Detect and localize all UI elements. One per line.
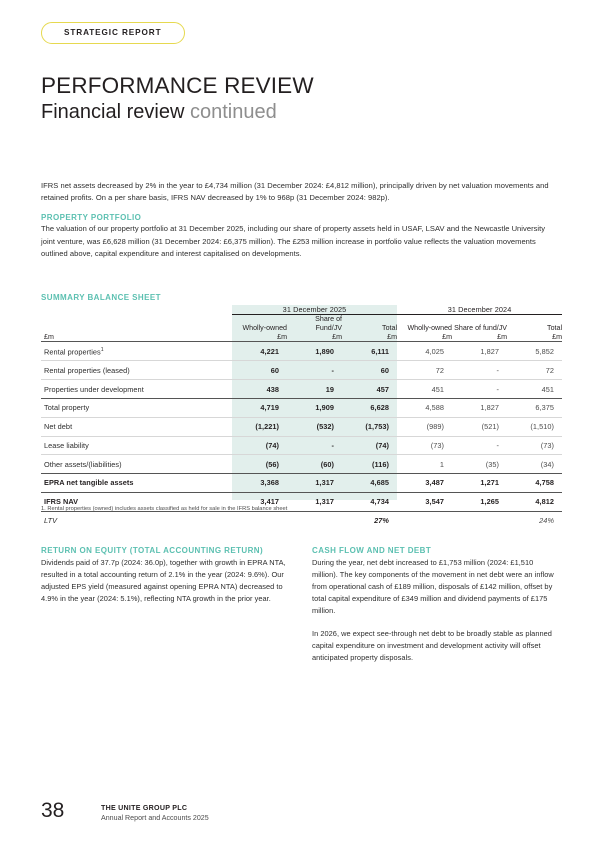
table-row <box>41 342 562 361</box>
table-row <box>41 474 562 493</box>
page-subtitle-continued: continued <box>189 101 277 124</box>
cell-2024-total: 24% <box>539 516 555 526</box>
unit-2025-total: £m <box>342 333 397 342</box>
cell-2025-wholly: 3,417 <box>232 492 287 511</box>
cell-2024-share: - <box>452 436 507 455</box>
row-label <box>41 342 232 361</box>
intro-paragraph-2: The valuation of our property portfolio at 31 December 2025, including our share of property assets held in USAF, LSAV and the Newcastle University joint venture, was £6,628 million (31 December 2024: £6,375 million). The £253 million increase in portfolio value reflects the valuation movements outlined above, capital expenditure and interest capitalised on developments. <box>41 224 546 258</box>
cell-2024-share <box>452 511 507 529</box>
summary-balance-sheet-table <box>41 305 562 529</box>
cell-2024-share: 1,827 <box>452 342 507 361</box>
cell-2024-wholly: 451 <box>397 380 452 399</box>
summary-balance-sheet-heading: SUMMARY BALANCE SHEET <box>41 293 161 302</box>
cell-2025-share: 19 <box>287 380 342 399</box>
footer-text <box>101 800 209 824</box>
strategic-report-badge: STRATEGIC REPORT <box>41 22 185 44</box>
cell-2025-share: - <box>287 361 342 380</box>
cell-2025-share: (60) <box>287 455 342 474</box>
cell-2024-share: 1,271 <box>452 474 507 493</box>
table-sub-header-row <box>41 315 562 334</box>
sub-header-2024-total: Total <box>547 324 563 333</box>
unit-2025-wholly-owned: £m <box>232 333 287 342</box>
table-row <box>41 417 562 436</box>
cell-2024-wholly: 3,547 <box>397 492 452 511</box>
return-on-equity-heading: RETURN ON EQUITY (TOTAL ACCOUNTING RETURN) <box>41 546 264 555</box>
cell-2025-wholly: (74) <box>232 436 287 455</box>
cell-2025-wholly: 438 <box>232 380 287 399</box>
summary-balance-sheet-table-zone <box>41 305 563 529</box>
sub-header-2025-total: Total <box>382 324 398 333</box>
cell-2025-total: (1,753) <box>342 417 397 436</box>
cell-2024-share: 1,827 <box>452 398 507 417</box>
unit-2025-share: £m <box>287 333 342 342</box>
cell-2025-wholly: (56) <box>232 455 287 474</box>
group-header-2025: 31 December 2025 <box>232 305 397 315</box>
cell-2025-wholly: 4,719 <box>232 398 287 417</box>
cell-2024-share: 1,265 <box>452 492 507 511</box>
intro-paragraph-1: IFRS net assets decreased by 2% in the year to £4,734 million (31 December 2024: £4,812 million), principally driven by net valuation movements and retained profits. On a per share basis, IFRS NAV decreased by 1% to 968p (31 December 2024: 982p). <box>41 181 549 203</box>
cell-2025-share <box>287 511 342 529</box>
page-subtitle <box>41 100 314 124</box>
cash-flow-paragraph-2: In 2026, we expect see-through net debt to be broadly stable as planned capital expenditure on investment and development activity will offset anticipated property disposals. <box>312 628 552 662</box>
summary-balance-sheet-body <box>41 342 562 530</box>
unit-2024-wholly-owned: £m <box>397 333 452 342</box>
page-footer <box>41 800 209 824</box>
page-title-block <box>41 73 314 124</box>
cell-2025-total: 457 <box>342 380 397 399</box>
row-label: Total property <box>41 398 232 417</box>
return-on-equity-column <box>41 546 289 664</box>
unit-2024-total: £m <box>507 333 562 342</box>
unit-2024-share: £m <box>452 333 507 342</box>
cell-2024-share: - <box>452 380 507 399</box>
return-on-equity-paragraph: Dividends paid of 37.7p (2024: 36.0p), together with growth in EPRA NTA, resulted in a total accounting return of 2.1% in the year (2024: 9.6%). Our adjusted EPS yield (measured against opening EPRA NTA) decreased to 4.9% in the year (2024: 5.1%), reflecting NTA growth in the prior year. <box>41 558 286 603</box>
cell-2025-wholly: 4,221 <box>232 342 287 361</box>
cell-2025-total: 6,628 <box>342 398 397 417</box>
cell-2024-wholly: 1 <box>397 455 452 474</box>
row-label: LTV <box>44 516 58 526</box>
sub-header-2024-share-of-fund-jv: Share of fund/JV <box>454 324 508 333</box>
property-portfolio-heading: PROPERTY PORTFOLIO <box>41 213 142 223</box>
cell-2024-wholly: 4,588 <box>397 398 452 417</box>
table-row <box>41 398 562 417</box>
sub-header-2025-share-of-fund-jv: Share of Fund/JV <box>315 315 342 333</box>
cell-2025-wholly: (1,221) <box>232 417 287 436</box>
cell-2024-share: (35) <box>452 455 507 474</box>
cell-2025-share: 1,909 <box>287 398 342 417</box>
cell-2025-total: 6,111 <box>342 342 397 361</box>
cell-2024-total: (1,510) <box>507 417 562 436</box>
cell-2025-total: 4,734 <box>342 492 397 511</box>
cell-2024-total: 4,812 <box>507 492 562 511</box>
sub-header-2024-wholly-owned: Wholly-owned <box>407 324 453 333</box>
cell-2025-share: (532) <box>287 417 342 436</box>
cell-2024-wholly: 72 <box>397 361 452 380</box>
cell-2024-total: 6,375 <box>507 398 562 417</box>
cell-2024-total: (73) <box>507 436 562 455</box>
cell-2025-total: 27% <box>374 516 390 526</box>
table-row <box>41 492 562 511</box>
row-label: Net debt <box>41 417 232 436</box>
row-label-text: Rental properties <box>44 346 101 356</box>
cell-2025-share: 1,890 <box>287 342 342 361</box>
page-title: PERFORMANCE REVIEW <box>41 73 314 98</box>
cell-2024-wholly: 3,487 <box>397 474 452 493</box>
row-label: Properties under development <box>41 380 232 399</box>
cell-2025-wholly: 3,368 <box>232 474 287 493</box>
cell-2025-total: 60 <box>342 361 397 380</box>
bottom-columns <box>41 546 560 664</box>
cell-2024-total: 5,852 <box>507 342 562 361</box>
cell-2024-share: (521) <box>452 417 507 436</box>
cell-2025-wholly: 60 <box>232 361 287 380</box>
table-unit-row <box>41 333 562 342</box>
cell-2024-total: (34) <box>507 455 562 474</box>
cell-2024-total: 4,758 <box>507 474 562 493</box>
page-subtitle-bold: Financial review <box>41 101 185 124</box>
cell-2024-wholly: 4,025 <box>397 342 452 361</box>
cell-2024-wholly <box>397 511 452 529</box>
table-row <box>41 361 562 380</box>
cell-2025-share: 1,317 <box>287 474 342 493</box>
cell-2025-share: - <box>287 436 342 455</box>
cell-2024-share: - <box>452 361 507 380</box>
cell-2024-wholly: (73) <box>397 436 452 455</box>
row-label: Other assets/(liabilities) <box>41 455 232 474</box>
cell-2024-total: 72 <box>507 361 562 380</box>
page-number: 38 <box>41 799 65 822</box>
cash-flow-column <box>312 546 560 664</box>
cell-2025-total: (116) <box>342 455 397 474</box>
group-header-2024: 31 December 2024 <box>397 305 562 315</box>
row-footnote-marker: 1 <box>100 346 104 353</box>
cell-2025-total: 4,685 <box>342 474 397 493</box>
table-row <box>41 380 562 399</box>
strategic-report-badge-wrapper <box>41 22 185 44</box>
cell-2025-total: (74) <box>342 436 397 455</box>
cell-2024-wholly: (989) <box>397 417 452 436</box>
table-row <box>41 455 562 474</box>
row-label: Lease liability <box>41 436 232 455</box>
cell-2024-total: 451 <box>507 380 562 399</box>
row-label: Rental properties (leased) <box>41 361 232 380</box>
row-label: IFRS NAV <box>41 492 232 511</box>
footer-report-name: Annual Report and Accounts 2025 <box>101 814 209 823</box>
sub-header-spacer <box>41 315 232 334</box>
intro-section <box>41 180 560 260</box>
cell-2025-wholly <box>232 511 287 529</box>
table-row <box>41 436 562 455</box>
table-row <box>41 511 562 529</box>
table-footnote: 1. Rental properties (owned) includes assets classified as held for sale in the IFRS balance sheet <box>41 506 288 512</box>
group-header-spacer <box>41 305 232 315</box>
cash-flow-heading: CASH FLOW AND NET DEBT <box>312 546 432 555</box>
table-group-header-row <box>41 305 562 315</box>
cell-2025-share: 1,317 <box>287 492 342 511</box>
footer-company-name: THE UNITE GROUP PLC <box>101 804 188 812</box>
unit-row-label: £m <box>41 333 232 342</box>
cash-flow-paragraph-1: During the year, net debt increased to £1,753 million (2024: £1,510 million). The key components of the movement in net debt were an inflow from operational cash of £189 million, disposals of £142 million, offset by total capital expenditure of £349 million and dividend payments of £175 million. <box>312 558 554 615</box>
row-label: EPRA net tangible assets <box>41 474 232 493</box>
sub-header-2025-wholly-owned: Wholly-owned <box>242 324 287 333</box>
